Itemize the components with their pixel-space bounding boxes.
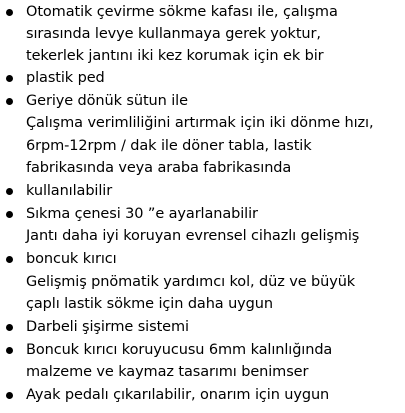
list-item [0, 91, 405, 112]
list-item-text: Geriye dönük sütun ile [26, 93, 188, 109]
list-item-text: sırasında levye kullanmaya gerek yoktur, [26, 26, 321, 42]
list-item-text: plastik ped [26, 70, 105, 86]
list-item-continuation [0, 226, 405, 247]
bullet-icon [6, 75, 13, 82]
list-item-text: Sıkma çenesi 30 ”e ayarlanabilir [26, 206, 258, 222]
bullet-icon [6, 98, 13, 105]
list-item [0, 181, 405, 202]
list-item-continuation [0, 294, 405, 315]
list-item-continuation [0, 362, 405, 383]
list-item-continuation [0, 272, 405, 293]
bullet-icon [6, 188, 13, 195]
list-item-text: Darbeli şişirme sistemi [26, 319, 189, 335]
list-item [0, 68, 405, 89]
list-item [0, 249, 405, 270]
list-item-text: boncuk kırıcı [26, 251, 117, 267]
list-item-continuation [0, 136, 405, 157]
list-item-text: kullanılabilir [26, 183, 113, 199]
list-item-text: 6rpm-12rpm / dak ile döner tabla, lastik [26, 138, 312, 154]
list-item-text: Otomatik çevirme sökme kafası ile, çalışma [26, 4, 338, 20]
list-item-text: fabrikasında veya araba fabrikasında [26, 160, 292, 176]
list-item-text: Çalışma verimliliğini artırmak için iki dönme hızı, [26, 115, 374, 131]
list-item [0, 385, 405, 406]
list-item-text: Jantı daha iyi koruyan evrensel cihazlı gelişmiş [26, 228, 360, 244]
list-item-text: Ayak pedalı çıkarılabilir, onarım için uygun [26, 387, 330, 403]
bullet-icon [6, 211, 13, 218]
list-item [0, 340, 405, 361]
list-item [0, 204, 405, 225]
list-item-text: Boncuk kırıcı koruyucusu 6mm kalınlığında [26, 342, 333, 358]
list-item [0, 2, 405, 23]
list-item-text: çaplı lastik sökme için daha uygun [26, 296, 273, 312]
bullet-icon [6, 9, 13, 16]
list-item-continuation [0, 46, 405, 67]
list-item-text: malzeme ve kaymaz tasarımı benimser [26, 364, 309, 380]
list-item [0, 317, 405, 338]
list-item-text: tekerlek jantını iki kez korumak için ek bir [26, 48, 324, 64]
bullet-icon [6, 392, 13, 399]
list-item-continuation [0, 24, 405, 45]
bullet-icon [6, 256, 13, 263]
list-item-continuation [0, 158, 405, 179]
list-item-text: Gelişmiş pnömatik yardımcı kol, düz ve büyük [26, 274, 356, 290]
bullet-icon [6, 347, 13, 354]
bullet-icon [6, 324, 13, 331]
list-item-continuation [0, 113, 405, 134]
